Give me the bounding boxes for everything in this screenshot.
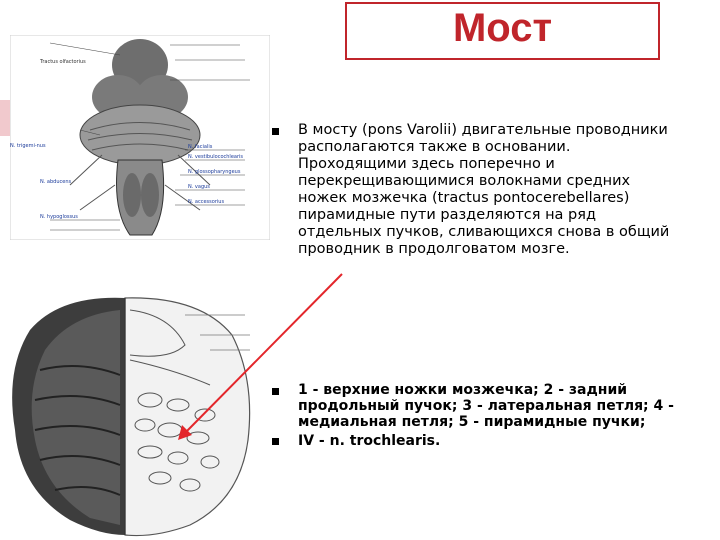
description-paragraph: В мосту (pons Varolii) двигательные проводники располагаются также в основании. Проходящими здесь поперечно и перекрещивающимися волокнами средних ножек мозжечка (tractus pontocerebellares) пирамидные пути разделяются на ряд отдельных пучков, сливающихся снова в общий проводник в продолговатом мозге. <box>298 122 670 257</box>
brainstem-illustration <box>10 35 270 240</box>
legend-note: IV - n. trochlearis. <box>298 433 441 449</box>
label-tractus-olfactorius: Tractus olfactorius <box>40 59 86 65</box>
legend-paragraph: 1 - верхние ножки мозжечка; 2 - задний продольный пучок; 3 - латеральная петля; 4 - медиальная петля; 5 - пирамидные пучки; <box>298 382 674 430</box>
label-n-facialis: N. facialis <box>188 144 213 150</box>
label-n-hypoglossus: N. hypoglossus <box>40 214 78 220</box>
bullet-marker <box>272 438 279 445</box>
label-n-abducens: N. abducens <box>40 179 72 185</box>
label-n-vagus: N. vagus <box>188 184 210 190</box>
label-n-trigeminus: N. trigemi-nus <box>10 143 46 149</box>
label-n-glossopharyngeus: N. glossopharyngeus <box>188 169 241 175</box>
slide-title: Мост <box>452 6 553 50</box>
label-n-vestibulocochlearis: N. vestibulocochlearis <box>188 154 244 160</box>
bullet-marker <box>272 388 279 395</box>
bullet-marker <box>272 128 279 135</box>
label-n-accessorius: N. accessorius <box>188 199 225 205</box>
